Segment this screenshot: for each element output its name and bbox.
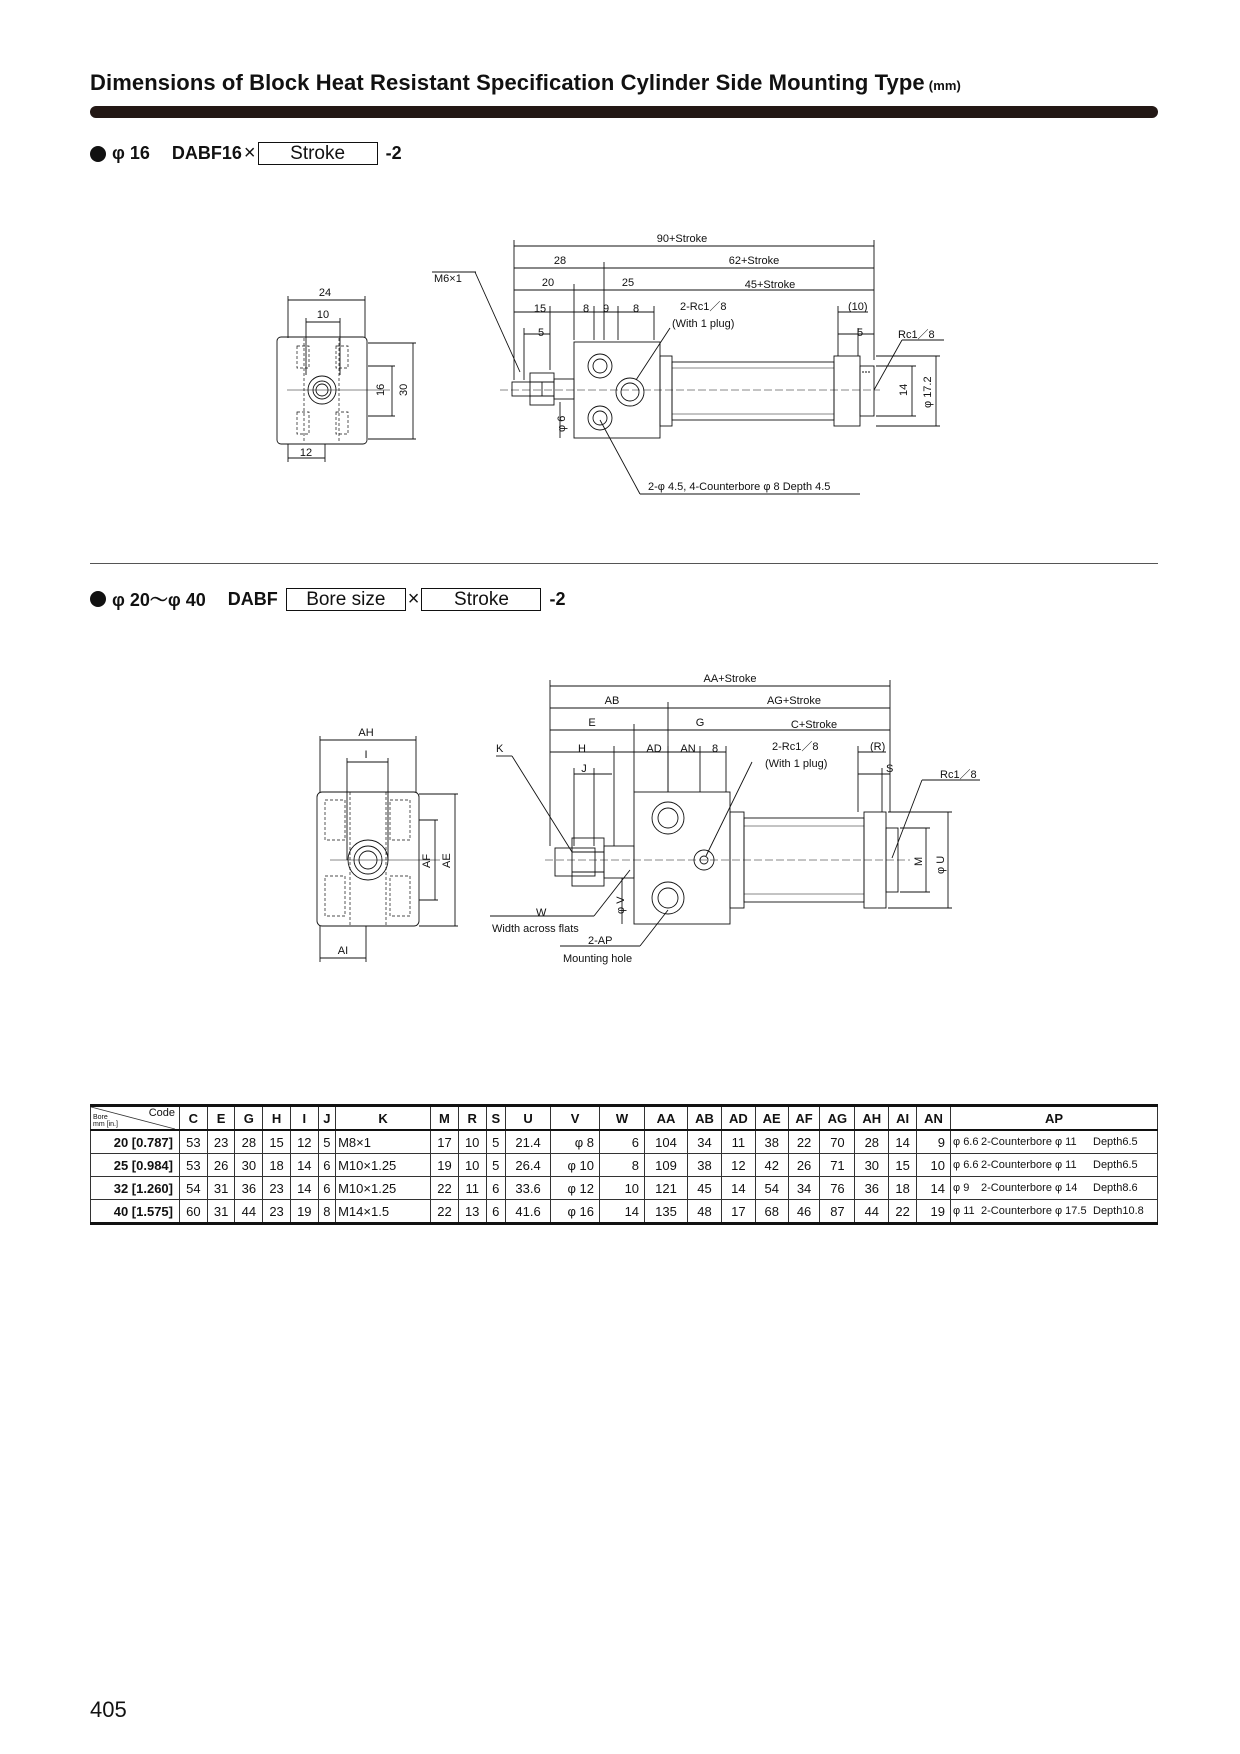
times-sign: × (407, 587, 420, 610)
col-i: I (290, 1106, 318, 1131)
cell-ad: 17 (721, 1200, 755, 1224)
phi17-label: φ 17.2 (922, 376, 934, 408)
plug-label: (With 1 plug) (765, 758, 828, 770)
cell-ah: 28 (855, 1130, 889, 1154)
cell-c: 54 (180, 1177, 208, 1200)
page-title: Dimensions of Block Heat Resistant Specification Cylinder Side Mounting Type (mm) (90, 70, 961, 95)
cell-i: 14 (290, 1154, 318, 1177)
unit-label: (mm) (928, 78, 961, 93)
cell-i: 12 (290, 1130, 318, 1154)
cell-h: 23 (263, 1177, 291, 1200)
table-row (91, 1200, 1158, 1224)
cell-m: 19 (431, 1154, 459, 1177)
cell-ag: 71 (820, 1154, 855, 1177)
cell-r: 13 (458, 1200, 486, 1224)
cell-s: 6 (486, 1177, 505, 1200)
cell-ad: 12 (721, 1154, 755, 1177)
cell-r: 10 (458, 1154, 486, 1177)
dim-20: 20 (541, 277, 555, 289)
dim-8: 8 (711, 743, 719, 755)
ap-part: φ 6.6 (953, 1136, 979, 1148)
col-ag: AG (820, 1106, 855, 1131)
section1-bore: φ 16 (112, 143, 150, 163)
ap-part: φ 6.6 (953, 1159, 979, 1171)
col-u: U (506, 1106, 551, 1131)
dim-ad: AD (646, 743, 662, 755)
side-i: I (364, 749, 368, 761)
col-ab: AB (688, 1106, 722, 1131)
page-number: 405 (90, 1697, 127, 1722)
cell-aa: 121 (645, 1177, 688, 1200)
cell-ae: 68 (755, 1200, 788, 1224)
phi6-label: φ 6 (556, 415, 568, 432)
cell-ab: 45 (688, 1177, 722, 1200)
dim-k: K (496, 743, 504, 755)
side-30: 30 (398, 383, 410, 396)
cell-af: 34 (788, 1177, 820, 1200)
col-an: AN (916, 1106, 950, 1131)
section2-bore: φ 20～φ 40 (112, 590, 206, 610)
side-10: 10 (316, 309, 330, 321)
dim-aa: AA+Stroke (703, 673, 757, 685)
rc-label: Rc1／8 (940, 769, 977, 781)
col-aa: AA (645, 1106, 688, 1131)
corner-unit: mm [in.] (93, 1121, 118, 1128)
cell-r: 10 (458, 1130, 486, 1154)
side-16: 16 (375, 383, 387, 396)
dim-e: E (588, 717, 596, 729)
cell-w: 8 (600, 1154, 645, 1177)
cell-ap (951, 1154, 1158, 1177)
cell-k: M10×1.25 (336, 1154, 431, 1177)
side-12: 12 (299, 447, 313, 459)
cell-an: 19 (916, 1200, 950, 1224)
ap-part: Depth10.8 (1093, 1205, 1144, 1217)
col-af: AF (788, 1106, 820, 1131)
mhole-label: Mounting hole (563, 953, 633, 965)
cell-g: 44 (235, 1200, 263, 1224)
dim-h: H (578, 743, 586, 755)
cell-ae: 38 (755, 1130, 788, 1154)
dim-28: 28 (553, 255, 567, 267)
cell-ah: 44 (855, 1200, 889, 1224)
col-k: K (336, 1106, 431, 1131)
side-ai: AI (337, 945, 349, 957)
cell-ab: 38 (688, 1154, 722, 1177)
cell-k: M14×1.5 (336, 1200, 431, 1224)
dim-9: 9 (602, 303, 610, 315)
cell-s: 6 (486, 1200, 505, 1224)
port-label: 2-Rc1／8 (772, 741, 819, 753)
ap-part: Depth8.6 (1093, 1182, 1138, 1194)
cell-af: 26 (788, 1154, 820, 1177)
bore-cell: 32 [1.260] (91, 1177, 180, 1200)
table-header-row (91, 1106, 1158, 1131)
col-g: G (235, 1106, 263, 1131)
dim-10r: (10) (848, 301, 868, 313)
cell-ab: 48 (688, 1200, 722, 1224)
cell-w: 6 (600, 1130, 645, 1154)
col-s: S (486, 1106, 505, 1131)
side-af: AF (421, 853, 433, 868)
bore-cell: 40 [1.575] (91, 1200, 180, 1224)
cell-ah: 30 (855, 1154, 889, 1177)
holes-label: 2-φ 4.5, 4-Counterbore φ 8 Depth 4.5 (648, 481, 831, 493)
col-ai: AI (889, 1106, 917, 1131)
section2-suffix: -2 (549, 588, 566, 609)
dim-r: (R) (870, 741, 886, 753)
col-ah: AH (855, 1106, 889, 1131)
cell-ai: 15 (889, 1154, 917, 1177)
cell-i: 14 (290, 1177, 318, 1200)
cell-v: φ 16 (551, 1200, 600, 1224)
table-row (91, 1130, 1158, 1154)
cell-i: 19 (290, 1200, 318, 1224)
col-h: H (263, 1106, 291, 1131)
cell-h: 18 (263, 1154, 291, 1177)
col-v: V (551, 1106, 600, 1131)
cell-ap (951, 1200, 1158, 1224)
dim-8b: 8 (632, 303, 640, 315)
dim-v: φ V (615, 896, 627, 914)
col-c: C (180, 1106, 208, 1131)
cell-ad: 11 (721, 1130, 755, 1154)
cell-m: 22 (431, 1200, 459, 1224)
col-w: W (600, 1106, 645, 1131)
dim-90-stroke: 90+Stroke (656, 233, 708, 245)
side-ae: AE (441, 853, 453, 868)
cell-g: 36 (235, 1177, 263, 1200)
ap-part: 2-Counterbore φ 11 (981, 1136, 1077, 1148)
corner-cell (91, 1106, 180, 1131)
cell-g: 30 (235, 1154, 263, 1177)
cell-h: 15 (263, 1130, 291, 1154)
cell-v: φ 12 (551, 1177, 600, 1200)
section1-suffix: -2 (385, 143, 402, 163)
cell-k: M8×1 (336, 1130, 431, 1154)
dim-45-stroke: 45+Stroke (744, 279, 796, 291)
times-sign: × (243, 142, 256, 164)
cell-j: 6 (318, 1154, 335, 1177)
cell-k: M10×1.25 (336, 1177, 431, 1200)
ap-part: Depth6.5 (1093, 1136, 1138, 1148)
stroke-box: Stroke (258, 142, 378, 165)
dim-c: C+Stroke (790, 719, 838, 731)
col-ad: AD (721, 1106, 755, 1131)
dim-62-stroke: 62+Stroke (728, 255, 780, 267)
dim-j: J (581, 763, 587, 775)
cell-ae: 42 (755, 1154, 788, 1177)
dimension-table (90, 1104, 1158, 1225)
dim-an: AN (680, 743, 696, 755)
ap-label: 2-AP (588, 935, 613, 947)
cell-c: 60 (180, 1200, 208, 1224)
cell-e: 31 (207, 1177, 235, 1200)
cell-ai: 22 (889, 1200, 917, 1224)
cell-j: 6 (318, 1177, 335, 1200)
cell-an: 9 (916, 1130, 950, 1154)
ap-part: 2-Counterbore φ 11 (981, 1159, 1077, 1171)
wflats-label: Width across flats (492, 923, 579, 935)
ap-part: Depth6.5 (1093, 1159, 1138, 1171)
cell-ab: 34 (688, 1130, 722, 1154)
dim-8a: 8 (582, 303, 590, 315)
port-label: 2-Rc1／8 (680, 301, 727, 313)
dim-5a: 5 (538, 327, 545, 339)
cell-m: 17 (431, 1130, 459, 1154)
ap-part: φ 11 (953, 1205, 975, 1217)
m6-label: M6×1 (434, 273, 462, 285)
cell-an: 14 (916, 1177, 950, 1200)
dim-ab: AB (604, 695, 620, 707)
ap-part: φ 9 (953, 1182, 970, 1194)
table-row (91, 1154, 1158, 1177)
ap-part: 2-Counterbore φ 14 (981, 1182, 1078, 1194)
dim-m: M (913, 856, 925, 866)
cell-c: 53 (180, 1154, 208, 1177)
dim-ag: AG+Stroke (766, 695, 822, 707)
plug-label: (With 1 plug) (672, 318, 735, 330)
cell-aa: 135 (645, 1200, 688, 1224)
cell-ai: 18 (889, 1177, 917, 1200)
section1-model: DABF16 (171, 143, 242, 163)
cell-ag: 87 (820, 1200, 855, 1224)
cell-r: 11 (458, 1177, 486, 1200)
dim-w: W (536, 907, 547, 919)
col-r: R (458, 1106, 486, 1131)
ap-part: 2-Counterbore φ 17.5 (981, 1205, 1087, 1217)
cell-ah: 36 (855, 1177, 889, 1200)
dim-25: 25 (621, 277, 635, 289)
bore-size-box: Bore size (286, 588, 406, 611)
cell-ai: 14 (889, 1130, 917, 1154)
dim-15: 15 (533, 303, 547, 315)
cell-ad: 14 (721, 1177, 755, 1200)
cell-ap (951, 1177, 1158, 1200)
cell-v: φ 10 (551, 1154, 600, 1177)
col-j: J (318, 1106, 335, 1131)
cell-af: 22 (788, 1130, 820, 1154)
dim-g: G (695, 717, 705, 729)
bore-cell: 25 [0.984] (91, 1154, 180, 1177)
cell-ae: 54 (755, 1177, 788, 1200)
cell-u: 21.4 (506, 1130, 551, 1154)
bore-cell: 20 [0.787] (91, 1130, 180, 1154)
cell-m: 22 (431, 1177, 459, 1200)
cell-h: 23 (263, 1200, 291, 1224)
dim-u: φ U (935, 855, 947, 874)
cell-j: 5 (318, 1130, 335, 1154)
section2-model: DABF (227, 588, 278, 609)
cell-ap (951, 1130, 1158, 1154)
cell-u: 41.6 (506, 1200, 551, 1224)
cell-e: 23 (207, 1130, 235, 1154)
corner-code: Code (148, 1107, 175, 1119)
dim-s: S (886, 763, 894, 775)
cell-ag: 70 (820, 1130, 855, 1154)
dim-5b: 5 (857, 327, 864, 339)
rc-label: Rc1／8 (898, 329, 935, 341)
cell-g: 28 (235, 1130, 263, 1154)
cell-c: 53 (180, 1130, 208, 1154)
dim-14: 14 (898, 383, 910, 396)
table-row (91, 1177, 1158, 1200)
cell-s: 5 (486, 1130, 505, 1154)
side-ah: AH (358, 727, 374, 739)
cell-an: 10 (916, 1154, 950, 1177)
stroke-box: Stroke (421, 588, 541, 611)
col-m: M (431, 1106, 459, 1131)
cell-j: 8 (318, 1200, 335, 1224)
cell-aa: 104 (645, 1130, 688, 1154)
cell-u: 33.6 (506, 1177, 551, 1200)
col-ae: AE (755, 1106, 788, 1131)
col-ap: AP (951, 1106, 1158, 1131)
cell-w: 14 (600, 1200, 645, 1224)
cell-e: 26 (207, 1154, 235, 1177)
cell-aa: 109 (645, 1154, 688, 1177)
col-e: E (207, 1106, 235, 1131)
cell-v: φ 8 (551, 1130, 600, 1154)
side-24: 24 (318, 287, 332, 299)
cell-u: 26.4 (506, 1154, 551, 1177)
cell-w: 10 (600, 1177, 645, 1200)
cell-ag: 76 (820, 1177, 855, 1200)
cell-af: 46 (788, 1200, 820, 1224)
cell-s: 5 (486, 1154, 505, 1177)
corner-bore: Bore (93, 1114, 108, 1121)
cell-e: 31 (207, 1200, 235, 1224)
